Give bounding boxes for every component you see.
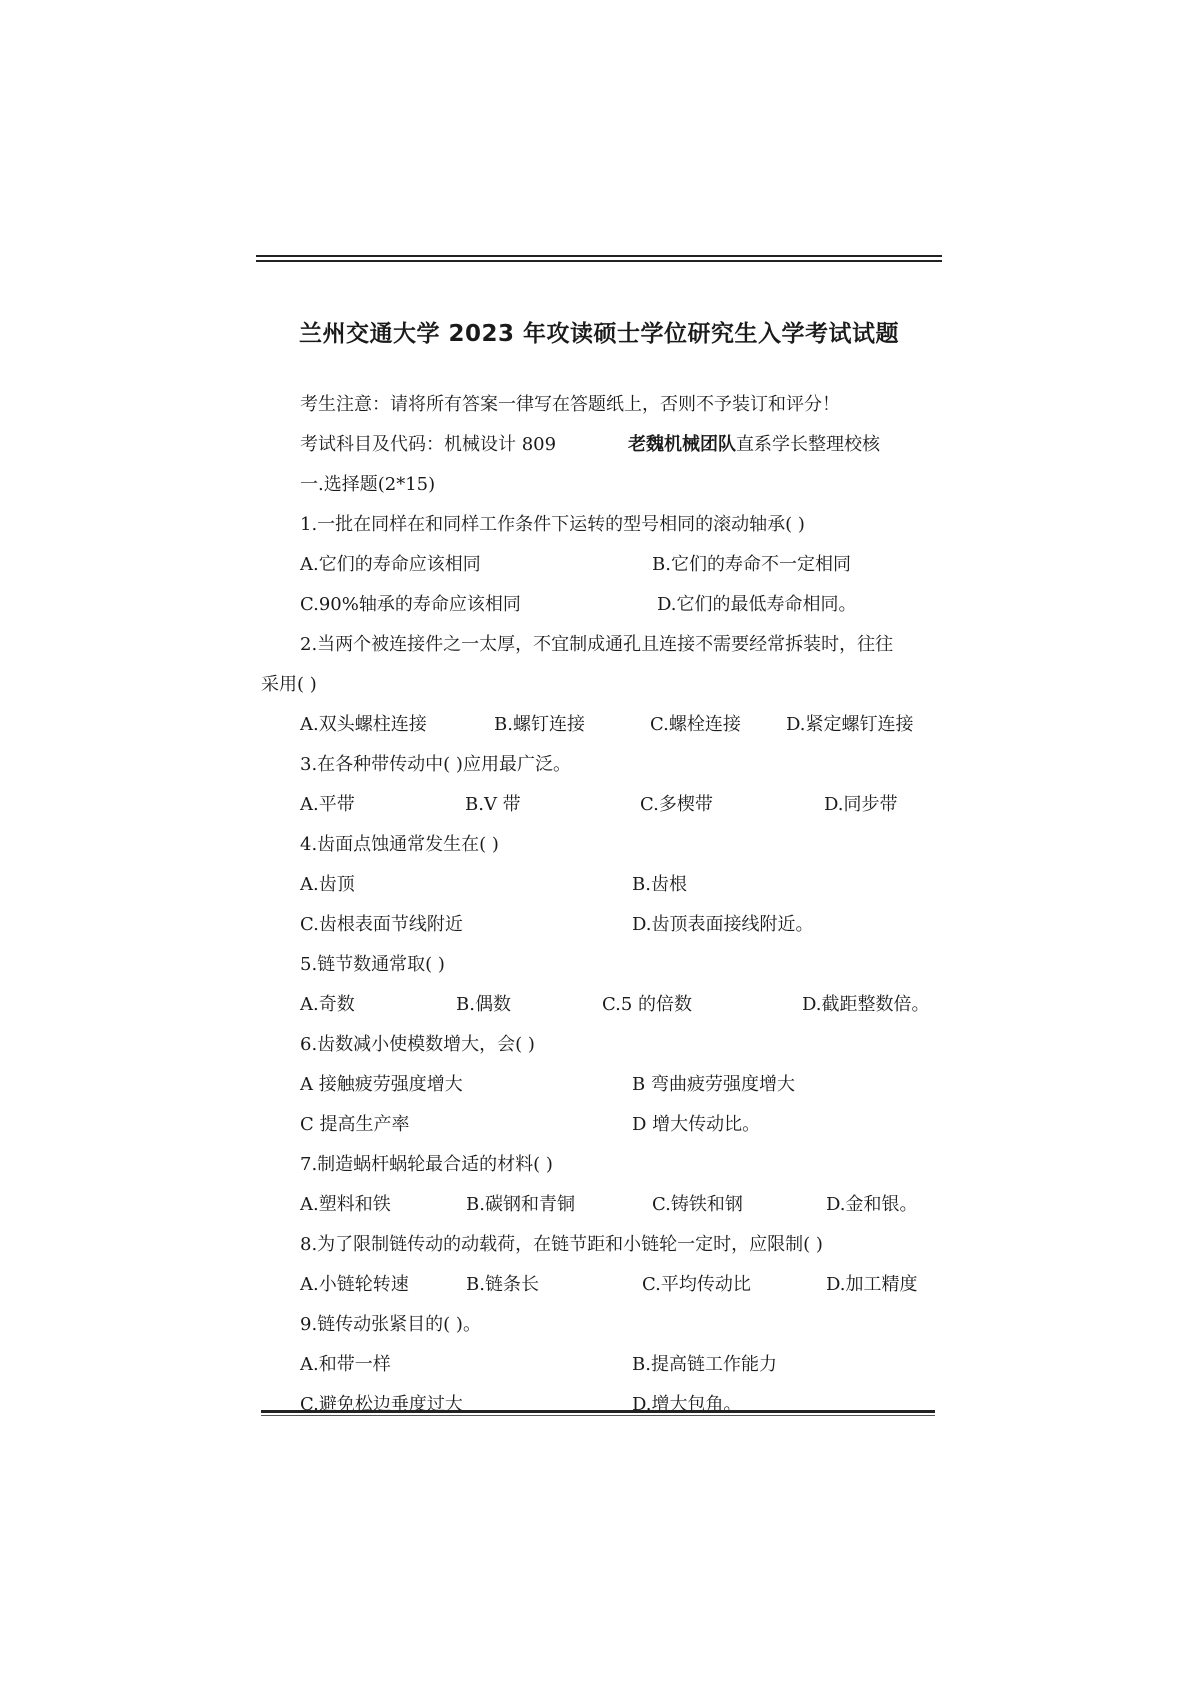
- option-a: A.齿顶: [300, 874, 355, 895]
- option-d: D.紧定螺钉连接: [786, 714, 914, 735]
- option-b: B.V 带: [465, 794, 521, 815]
- question-stem: 2.当两个被连接件之一太厚，不宜制成通孔且连接不需要经常拆装时，往往: [300, 634, 894, 655]
- option-c: C.多楔带: [640, 794, 713, 815]
- option-b: B.碳钢和青铜: [466, 1194, 575, 1215]
- option-b: B.螺钉连接: [494, 714, 585, 735]
- option-b: B.齿根: [632, 874, 687, 895]
- question-stem: 5.链节数通常取( ): [300, 954, 445, 975]
- option-d: D.增大包角。: [632, 1394, 742, 1415]
- option-a: A.双头螺柱连接: [300, 714, 427, 735]
- option-b: B.偶数: [456, 994, 511, 1015]
- option-b: B.提高链工作能力: [632, 1354, 777, 1375]
- option-d: D.截距整数倍。: [802, 994, 930, 1015]
- exam-title: 兰州交通大学 2023 年攻读硕士学位研究生入学考试试题: [298, 321, 900, 347]
- option-a: A 接触疲劳强度增大: [300, 1074, 463, 1095]
- option-a: A.和带一样: [300, 1354, 391, 1375]
- subject-text: 考试科目及代码：机械设计 809: [300, 434, 557, 455]
- question-stem: 1.一批在同样在和同样工作条件下运转的型号相同的滚动轴承( ): [300, 514, 805, 535]
- section-title: 一.选择题(2*15): [300, 474, 436, 495]
- option-a: A.小链轮转速: [300, 1274, 409, 1295]
- option-d: D.同步带: [824, 794, 898, 815]
- option-b: B 弯曲疲劳强度增大: [632, 1074, 795, 1095]
- question-stem: 9.链传动张紧目的( )。: [300, 1314, 481, 1335]
- question-stem: 4.齿面点蚀通常发生在( ): [300, 834, 499, 855]
- option-d: D.金和银。: [826, 1194, 918, 1215]
- question-stem: 3.在各种带传动中( )应用最广泛。: [300, 754, 571, 775]
- question-stem: 6.齿数减小使模数增大，会( ): [300, 1034, 535, 1055]
- option-b: B.链条长: [466, 1274, 539, 1295]
- option-a: A.它们的寿命应该相同: [300, 554, 481, 575]
- option-d: D.齿顶表面接线附近。: [632, 914, 814, 935]
- question-stem: 8.为了限制链传动的动载荷，在链节距和小链轮一定时，应限制( ): [300, 1234, 823, 1255]
- option-a: A.平带: [300, 794, 355, 815]
- team-credit: [628, 433, 880, 457]
- option-b: B.它们的寿命不一定相同: [652, 554, 851, 575]
- option-d: D 增大传动比。: [632, 1114, 761, 1135]
- option-c: C.铸铁和钢: [652, 1194, 743, 1215]
- option-a: A.塑料和铁: [300, 1194, 391, 1215]
- option-c: C.螺栓连接: [650, 714, 741, 735]
- option-c: C.平均传动比: [642, 1274, 751, 1295]
- option-a: A.奇数: [300, 994, 355, 1015]
- top-double-rule: [256, 255, 942, 262]
- option-c: C 提高生产率: [300, 1114, 410, 1135]
- team-note: 直系学长整理校核: [736, 434, 880, 455]
- option-c: C.90%轴承的寿命应该相同: [300, 594, 521, 615]
- question-stem-continued: 采用( ): [261, 674, 317, 695]
- team-name: 老魏机械团队: [628, 434, 736, 455]
- question-stem: 7.制造蜗杆蜗轮最合适的材料( ): [300, 1154, 553, 1175]
- option-d: D.它们的最低寿命相同。: [657, 594, 857, 615]
- option-c: C.5 的倍数: [602, 994, 693, 1015]
- option-c: C.齿根表面节线附近: [300, 914, 463, 935]
- option-c: C.避免松边垂度过大: [300, 1394, 463, 1415]
- notice-text: 考生注意：请将所有答案一律写在答题纸上，否则不予装订和评分！: [300, 394, 840, 415]
- bottom-rule: [261, 1410, 935, 1416]
- option-d: D.加工精度: [826, 1274, 918, 1295]
